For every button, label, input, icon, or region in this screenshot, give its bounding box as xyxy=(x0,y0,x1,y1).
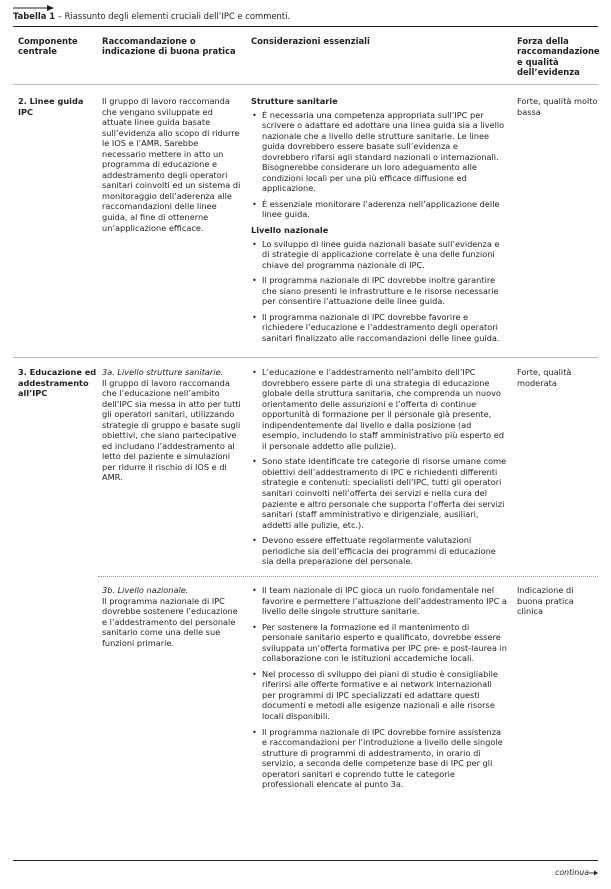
subrow-divider xyxy=(98,576,598,577)
header-component: Componente centrale xyxy=(18,36,78,57)
caption-label: Tabella 1 xyxy=(13,11,56,21)
top-rule xyxy=(13,26,598,27)
bullet-list xyxy=(251,110,507,220)
section-heading: Livello nazionale xyxy=(251,225,329,236)
continued-label: continua xyxy=(555,868,589,877)
list-item: • Il programma nazionale di IPC dovrebbe favorire e richiedere l’educazione e l’addestramento degli operatori sanitari finalizzato alle raccomandazioni delle linee guida. xyxy=(251,312,507,344)
list-item: • Il team nazionale di IPC gioca un ruolo fondamentale nel favorire e permettere l’attuazione dell’addestramento IPC a livello delle singole strutture sanitarie. xyxy=(251,585,507,617)
list-item: • Devono essere effettuate regolarmente valutazioni periodiche sia dell’efficacia dei programmi di educazione sia della preparazione del personale. xyxy=(251,535,507,567)
list-item: • È essenziale monitorare l’aderenza nell’applicazione delle linee guida. xyxy=(251,199,507,220)
table-caption xyxy=(13,11,290,21)
bullet-list xyxy=(251,239,507,344)
row-1-considerations xyxy=(251,96,507,348)
list-item: • Il programma nazionale di IPC dovrebbe inoltre garantire che siano presenti le infrastrutture e le risorse necessarie per consentire l’attuazione delle linee guida. xyxy=(251,275,507,307)
row-3-recommendation xyxy=(102,585,244,648)
recommendation-label: 3b. Livello nazionale. xyxy=(102,585,189,595)
row-2-considerations xyxy=(251,367,507,572)
row-3-strength: Indicazione di buona pratica clinica xyxy=(517,585,574,617)
row-1-recommendation: Il gruppo di lavoro raccomanda che vengano sviluppate ed attuate linee guida basate sull’evidenza allo scopo di ridurre le IOS e l’AMR. Sarebbe necessario mettere in atto un programma di educazione e addestramento degli operatori sanitari coinvolti ed un sistema di monitoraggio dell’aderenza alle raccomandazioni delle linee guida, al fine di ottenerne un’applicazione efficace. xyxy=(102,96,241,233)
row-divider xyxy=(13,357,598,358)
row-1-component: 2. Linee guida IPC xyxy=(18,96,84,117)
header-rule xyxy=(13,84,598,85)
bullet-list xyxy=(251,585,507,790)
row-2-recommendation xyxy=(102,367,244,483)
list-item: • È necessaria una competenza appropriata sull’IPC per scrivere o adattare ed adottare una linea guida sia a livello nazionale che a livello delle strutture sanitarie. Le linee guida dovrebbero essere basate sull’evidenza e dovrebbero rifarsi agli standard nazionali o internazionali. Bisognerebbe considerare un loro adeguamento alle condizioni locali per una più efficace diffusione ed applicazione. xyxy=(251,110,507,194)
list-item: • Lo sviluppo di linee guida nazionali basate sull’evidenza e di strategie di applicazione correlate è una delle funzioni chiave del programma nazionale di IPC. xyxy=(251,239,507,271)
recommendation-text: Il gruppo di lavoro raccomanda che l’educazione nell’ambito dell’IPC sia messa in atto per tutti gli operatori sanitari, utilizzando strategie di gruppo e basate sugli obiettivi, che siano partecipative ed includano l’addestramento al letto del paziente e simulazioni per ridurre il rischio di IOS e di AMR. xyxy=(102,377,241,483)
row-1-strength: Forte, qualità molto bassa xyxy=(517,96,598,117)
row-2-strength: Forte, qualità moderata xyxy=(517,367,572,388)
list-item: • Sono state identificate tre categorie di risorse umane come obiettivi dell’addestramento di IPC e richiedenti differenti strategie e contenuti: specialisti dell’IPC, tutti gli operatori sanitari coinvolti nell’offerta dei servizi e nella cura del paziente e altro personale che supporta l’offerta dei servizi sanitari (staff amministrativo e dirigenziale, ausiliari, addetti alle pulizie, etc.). xyxy=(251,456,507,530)
recommendation-text: Il programma nazionale di IPC dovrebbe sostenere l’educazione e l’addestramento del personale sanitario come una delle sue funzioni primarie. xyxy=(102,595,238,648)
header-considerations: Considerazioni essenziali xyxy=(251,36,370,46)
list-item: • L’educazione e l’addestramento nell’ambito dell’IPC dovrebbero essere parte di una strategia di educazione globale della struttura sanitaria, che comprenda un nuovo orientamento delle assunzioni e l’offerta di continue opportunità di formazione per il personale già presente, indipendentemente dal livello e dalla posizione (ad esempio, includendo lo staff amministrativo più esperto ed il personale addetto alle pulizie). xyxy=(251,367,507,451)
bottom-rule xyxy=(13,860,598,861)
list-item: • Il programma nazionale di IPC dovrebbe fornire assistenza e raccomandazioni per l’introduzione a livello delle singole strutture di programmi di addestramento, in orario di servizio, a seconda delle competenze base di IPC per gli operatori sanitari e coprendo tutte le categorie professionali elencate al punto 3a. xyxy=(251,727,507,790)
row-3-considerations xyxy=(251,585,507,795)
header-recommendation: Raccomandazione o indicazione di buona pratica xyxy=(102,36,236,57)
list-item: • Nel processo di sviluppo dei piani di studio è consigliabile riferirsi alle offerte formative e ai network internazionali per programmi di IPC specializzati ed adattare questi documenti e metodi alle esigenze nazionali e alle risorse locali disponibili. xyxy=(251,669,507,722)
bullet-list xyxy=(251,367,507,567)
recommendation-label: 3a. Livello strutture sanitarie. xyxy=(102,367,224,377)
header-strength: Forza della raccomandazione e qualità dell’evidenza xyxy=(517,36,600,78)
section-heading: Strutture sanitarie xyxy=(251,96,338,106)
arrow-right-icon xyxy=(589,870,598,876)
row-2-component: 3. Educazione ed addestramento all’IPC xyxy=(18,367,97,399)
caption-text: – Riassunto degli elementi cruciali dell’IPC e commenti. xyxy=(55,11,291,21)
list-item: • Per sostenere la formazione ed il mantenimento di personale sanitario esperto e qualificato, dovrebbe essere sviluppata un’offerta formativa per IPC pre- e post-laurea in collaborazione con le istituzioni accademiche locali. xyxy=(251,622,507,664)
